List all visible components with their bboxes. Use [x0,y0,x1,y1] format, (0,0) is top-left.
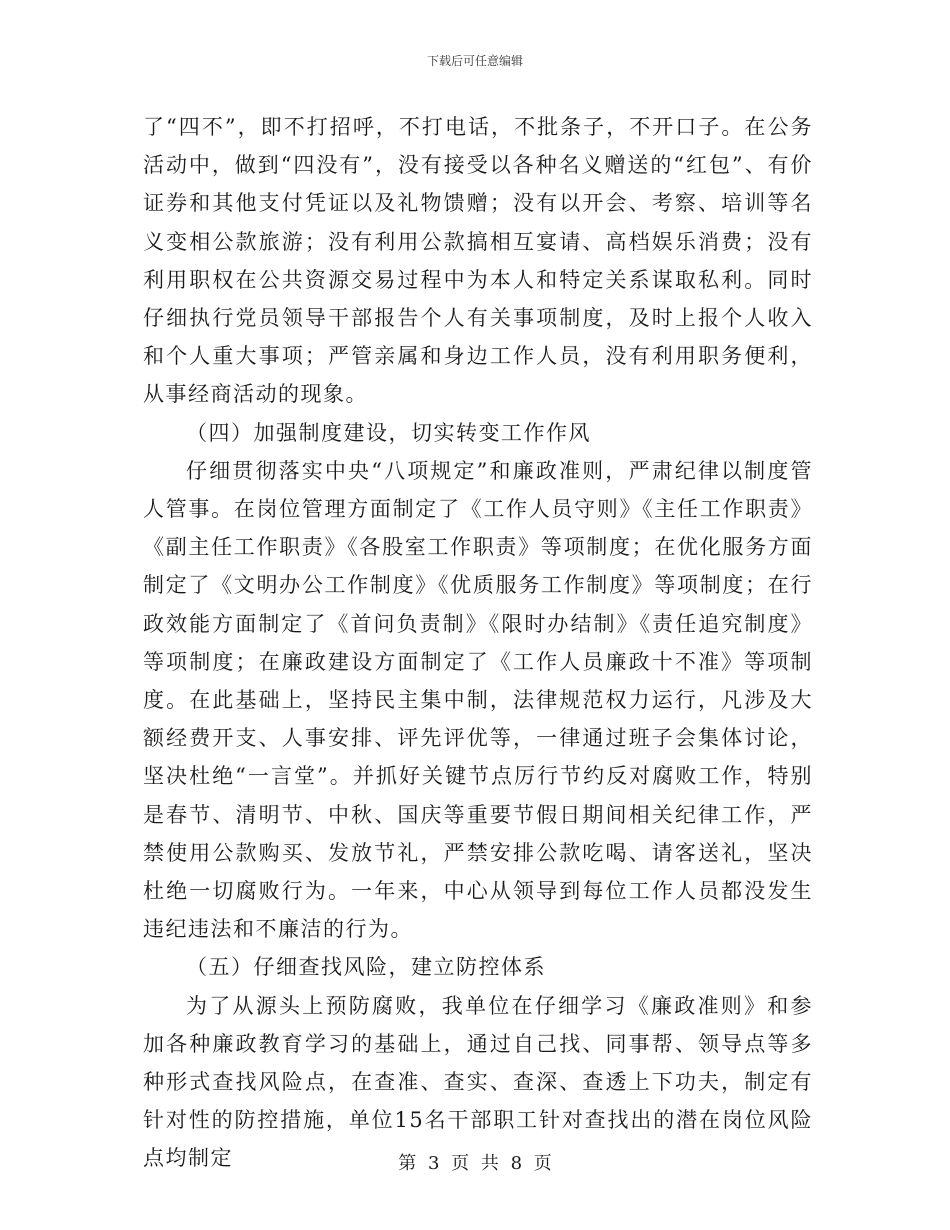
paragraph-system-building: 仔细贯彻落实中央“八项规定”和廉政准则，严肃纪律以制度管人管事。在岗位管理方面制定了《工作人员守则》《主任工作职责》《副主任工作职责》《各股室工作职责》等项制度；在优化服务方面制定了《文明办公工作制度》《优质服务工作制度》等项制度；在行政效能方面制定了《首问负责制》《限时办结制》《责任追究制度》等项制度；在廉政建设方面制定了《工作人员廉政十不准》等项制度。在此基础上，坚持民主集中制，法律规范权力运行，凡涉及大额经费开支、人事安排、评先评优等，一律通过班子会集体讨论，坚决杜绝“一言堂”。并抓好关键节点厉行节约反对腐败工作，特别是春节、清明节、中秋、国庆等重要节假日期间相关纪律工作，严禁使用公款购买、发放节礼，严禁安排公款吃喝、请客送礼，坚决杜绝一切腐败行为。一年来，中心从领导到每位工作人员都没发生违纪违法和不廉洁的行为。 [143,458,813,942]
paragraph-risk-control: 为了从源头上预防腐败，我单位在仔细学习《廉政准则》和参加各种廉政教育学习的基础上，通过自己找、同事帮、领导点等多种形式查找风险点，在查准、查实、查深、查透上下功夫，制定有针对性的防控措施，单位15名干部职工针对查找出的潜在岗位风险点均制定 [143,993,813,1171]
page-header-note: 下载后可任意编辑 [426,54,523,68]
page-number: 第 3 页 共 8 页 [398,1153,552,1174]
section-heading-four: （四）加强制度建设，切实转变工作作风 [186,420,591,445]
document-body [143,108,813,1178]
section-heading-five: （五）仔细查找风险，建立防控体系 [186,955,546,980]
paragraph-commitments: 了“四不”，即不打招呼，不打电话，不批条子，不开口子。在公务活动中，做到“四没有”，没有接受以各种名义赠送的“红包”、有价证券和其他支付凭证以及礼物馈赠；没有以开会、考察、培训等名义变相公款旅游；没有利用公款搞相互宴请、高档娱乐消费；没有利用职权在公共资源交易过程中为本人和特定关系谋取私利。同时仔细执行党员领导干部报告个人有关事项制度，及时上报个人收入和个人重大事项；严管亲属和身边工作人员，没有利用职务便利，从事经商活动的现象。 [143,115,813,407]
